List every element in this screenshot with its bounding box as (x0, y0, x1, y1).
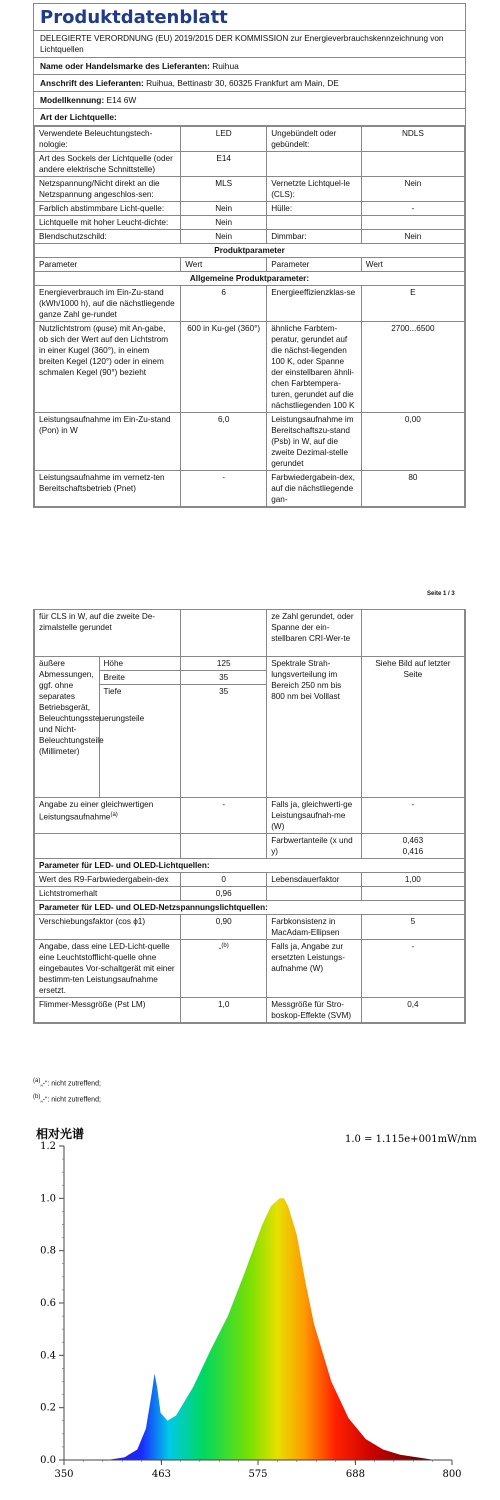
y-tick-label: 0.2 (40, 1402, 56, 1414)
x-tick-label: 575 (248, 1469, 268, 1480)
table-row (35, 230, 465, 244)
spectral-value: Siehe Bild auf letzter Seite (361, 657, 464, 798)
datasheet-page-1 (33, 3, 466, 508)
param-label (267, 216, 362, 230)
chromaticity-label: Farbwertanteile (x und y) (267, 834, 362, 859)
equivalent-power-value: - (181, 798, 267, 834)
param-label: Farbkonsistenz in MacAdam-Ellipsen (267, 915, 362, 940)
param-value (361, 152, 464, 177)
table-row (35, 322, 465, 413)
param-label: Energieverbrauch im Ein-Zu-stand (kWh/1000 h), auf die nächstliegende ganze Zahl ge-rundet (35, 286, 181, 322)
param-label: Vernetzte Lichtquel-le (CLS): (267, 177, 362, 202)
column-header: Parameter (267, 258, 362, 272)
param-label: für CLS in W, auf die zweite De-zimalstelle gerundet (35, 610, 181, 657)
param-label: Art des Sockels der Lichtquelle (oder andere elektrische Schnittstelle) (35, 152, 181, 177)
param-value: 0,00 (361, 413, 464, 471)
supplier-value: Ruihua (212, 61, 239, 71)
param-label: Farblich abstimmbare Licht-quelle: (35, 202, 181, 216)
address-row (34, 75, 465, 92)
y-tick-label: 1.2 (40, 1141, 56, 1152)
table-row (35, 940, 465, 998)
plot-layer (40, 1141, 461, 1480)
param-value: 0,4 (361, 998, 464, 1023)
address-label: Anschrift des Lieferanten: (40, 78, 144, 88)
param-value (361, 216, 464, 230)
param-value: Nein (181, 202, 267, 216)
param-label: Blendschutzschild: (35, 230, 181, 244)
dimensions-label: äußere Abmessungen, ggf. ohne separates Betriebsgerät, Beleuchtungssteuerungsteile und Nicht-Beleuchtungsteile (Millimeter) (35, 657, 100, 798)
param-label: Nutzlichtstrom (φuse) mit An-gabe, ob sich der Wert auf den Lichtstrom in einer Kugel (360°), in einem breiten Kegel (120°) oder in einem schmalen Kegel (90°) bezieht (35, 322, 181, 413)
param-value: - (361, 202, 464, 216)
table-row (35, 286, 465, 322)
chart-annotation: 1.0 = 1.115e+001mW/nm (345, 1134, 477, 1145)
param-label: Netzspannung/Nicht direkt an die Netzspannung angeschlos-sen: (35, 177, 181, 202)
param-label: Leistungsaufnahme im Ein-Zu-stand (Pon) in W (35, 413, 181, 471)
param-value: -$^{(b)}$ (181, 940, 267, 998)
param-label: Falls ja, Angabe zur ersetzten Leistungs-aufnahme (W) (267, 940, 362, 998)
x-tick-label: 800 (442, 1469, 462, 1480)
y-tick-label: 0.0 (40, 1455, 56, 1466)
param-label: Verschiebungsfaktor (cos ϕ1) (35, 915, 181, 940)
dimension-value: 35 (181, 671, 267, 685)
section-row (35, 859, 465, 873)
table-row (35, 152, 465, 177)
param-label: Energieeffizienzklas-se (267, 286, 362, 322)
param-label: Dimmbar: (267, 230, 362, 244)
param-value: 2700...6500 (361, 322, 464, 413)
spectral-label: Spektrale Strah-lungsverteilung im Bereich 250 nm bis 800 nm bei Volllast (267, 657, 362, 798)
param-value (361, 610, 464, 657)
param-label: ze Zahl gerundet, oder Spanne der ein-stellbaren CRI-Wer-te (267, 610, 362, 657)
chart-title: 相对光谱 (36, 1127, 85, 1141)
param-value: Nein (361, 230, 464, 244)
equivalent-power-label: Angabe zu einer gleichwertigen Leistungsaufnahme$^{(a)}$ (35, 798, 181, 834)
dimension-value: 35 (181, 685, 267, 798)
param-value: - (181, 471, 267, 507)
type-heading-label: Art der Lichtquelle: (40, 112, 117, 122)
table-row (35, 798, 465, 834)
table-row (35, 887, 465, 901)
supplier-label: Name oder Handelsmarke des Lieferanten: (40, 61, 210, 71)
model-value: E14 6W (106, 95, 137, 105)
param-label: Messgröße für Stro-boskop-Effekte (SVM) (267, 998, 362, 1023)
dimension-name: Breite (99, 671, 181, 685)
param-label: Lichtstromerhalt (35, 887, 181, 901)
section-row (35, 244, 465, 258)
dimension-name: Höhe (99, 657, 181, 671)
column-header: Parameter (35, 258, 181, 272)
param-label (267, 152, 362, 177)
datasheet-page-2 (33, 609, 466, 1024)
param-label: Flimmer-Messgröße (Pst LM) (35, 998, 181, 1023)
address-value: Ruihua, Bettinastr 30, 60325 Frankfurt am Main, DE (146, 78, 339, 88)
param-label: Angabe, dass eine LED-Licht-quelle eine Leuchtstofflicht-quelle ohne eingebautes Vor-schaltgerät mit einer bestimm-ten Leistungsaufnahme ersetzt. (35, 940, 181, 998)
empty-cell (267, 887, 362, 901)
param-label: Lebensdauerfaktor (267, 873, 362, 887)
x-tick-label: 688 (345, 1469, 365, 1480)
column-header-row (35, 258, 465, 272)
param-label: Leistungsaufnahme im vernetz-ten Bereitschaftsbetrieb (Pnet) (35, 471, 181, 507)
model-label: Modellkennung: (40, 95, 105, 105)
param-label: ähnliche Farbtem-peratur, gerundet auf die nächst-liegenden 100 K, oder Spanne der einstellbaren ähnli-chen Farbtempera-turen, gerundet auf die nächstliegenden 100 K (267, 322, 362, 413)
table-row (35, 127, 465, 152)
column-header: Wert (361, 258, 464, 272)
param-value: Nein (181, 230, 267, 244)
equivalent-power-r-label: Falls ja, gleichwerti-ge Leistungsaufnah-me (W) (267, 798, 362, 834)
footnote-a: $^{(a)}$„-“: nicht zutreffend; (33, 1078, 101, 1088)
empty-cell (35, 834, 181, 859)
mains-params-heading: Parameter für LED- und OLED-Netzspannungslichtquellen: (35, 901, 465, 915)
y-tick-label: 0.4 (40, 1350, 56, 1362)
table-row (35, 202, 465, 216)
param-label: Wert des R9-Farbwiedergabein-dex (35, 873, 181, 887)
dimension-value: 125 (181, 657, 267, 671)
empty-cell (361, 887, 464, 901)
x-tick-label: 350 (54, 1469, 74, 1480)
spectrum-area (64, 1198, 452, 1460)
model-row (34, 92, 465, 109)
param-value: E (361, 286, 464, 322)
column-header: Wert (181, 258, 267, 272)
param-value: 1,00 (361, 873, 464, 887)
type-heading (34, 109, 465, 126)
chromaticity-values: 0,463 0,416 (361, 834, 464, 859)
param-label: Lichtquelle mit hoher Leucht-dichte: (35, 216, 181, 230)
param-label: Leistungsaufnahme im Bereitschaftszu-stand (Psb) in W, auf die zweite Dezimal-stelle gerundet (267, 413, 362, 471)
params-table-continued (34, 609, 465, 1023)
param-value: NDLS (361, 127, 464, 152)
param-value: Nein (361, 177, 464, 202)
param-value: MLS (181, 177, 267, 202)
page-title: Produktdatenblatt (34, 4, 465, 31)
param-value: 6,0 (181, 413, 267, 471)
param-value: E14 (181, 152, 267, 177)
empty-cell (181, 834, 267, 859)
led-params-heading: Parameter für LED- und OLED-Lichtquellen: (35, 859, 465, 873)
section-row (35, 901, 465, 915)
table-row (35, 998, 465, 1023)
table-row (35, 471, 465, 507)
param-value: 0,96 (181, 887, 267, 901)
dimension-name: Tiefe (99, 685, 181, 798)
param-value: 0 (181, 873, 267, 887)
table-row (35, 177, 465, 202)
table-row (35, 657, 465, 671)
spectrum-chart (0, 1122, 500, 1492)
param-label: Verwendete Beleuchtungstech-nologie: (35, 127, 181, 152)
y-tick-label: 0.6 (40, 1298, 56, 1309)
param-label: Hülle: (267, 202, 362, 216)
table-row (35, 413, 465, 471)
param-value: 1,0 (181, 998, 267, 1023)
table-row (35, 216, 465, 230)
table-row (35, 915, 465, 940)
general-params-heading: Allgemeine Produktparameter: (35, 272, 465, 286)
regulation-text: DELEGIERTE VERORDNUNG (EU) 2019/2015 DER KOMMISSION zur Energieverbrauchskennzeichnung von Lichtquellen (34, 31, 465, 58)
table-row (35, 610, 465, 657)
param-value: 6 (181, 286, 267, 322)
param-value: 600 in Ku-gel (360°) (181, 322, 267, 413)
x-tick-label: 463 (151, 1469, 171, 1480)
param-value: Nein (181, 216, 267, 230)
equivalent-power-r-value: - (361, 798, 464, 834)
param-value: 5 (361, 915, 464, 940)
param-label: Ungebündelt oder gebündelt: (267, 127, 362, 152)
y-tick-label: 0.8 (40, 1245, 56, 1257)
param-label: Farbwiedergabein-dex, auf die nächstliegende gan- (267, 471, 362, 507)
section-row (35, 272, 465, 286)
param-value (181, 610, 267, 657)
table-row (35, 834, 465, 859)
y-tick-label: 1.0 (40, 1193, 56, 1205)
param-value: LED (181, 127, 267, 152)
type-table (34, 126, 465, 507)
product-params-heading: Produktparameter (35, 244, 465, 258)
param-value: - (361, 940, 464, 998)
supplier-row (34, 58, 465, 75)
footnote-b: $^{(b)}$„-“: nicht zutreffend; (33, 1094, 101, 1104)
page-number: Seite 1 / 3 (427, 591, 455, 597)
table-row (35, 873, 465, 887)
param-value: 0,90 (181, 915, 267, 940)
param-value: 80 (361, 471, 464, 507)
